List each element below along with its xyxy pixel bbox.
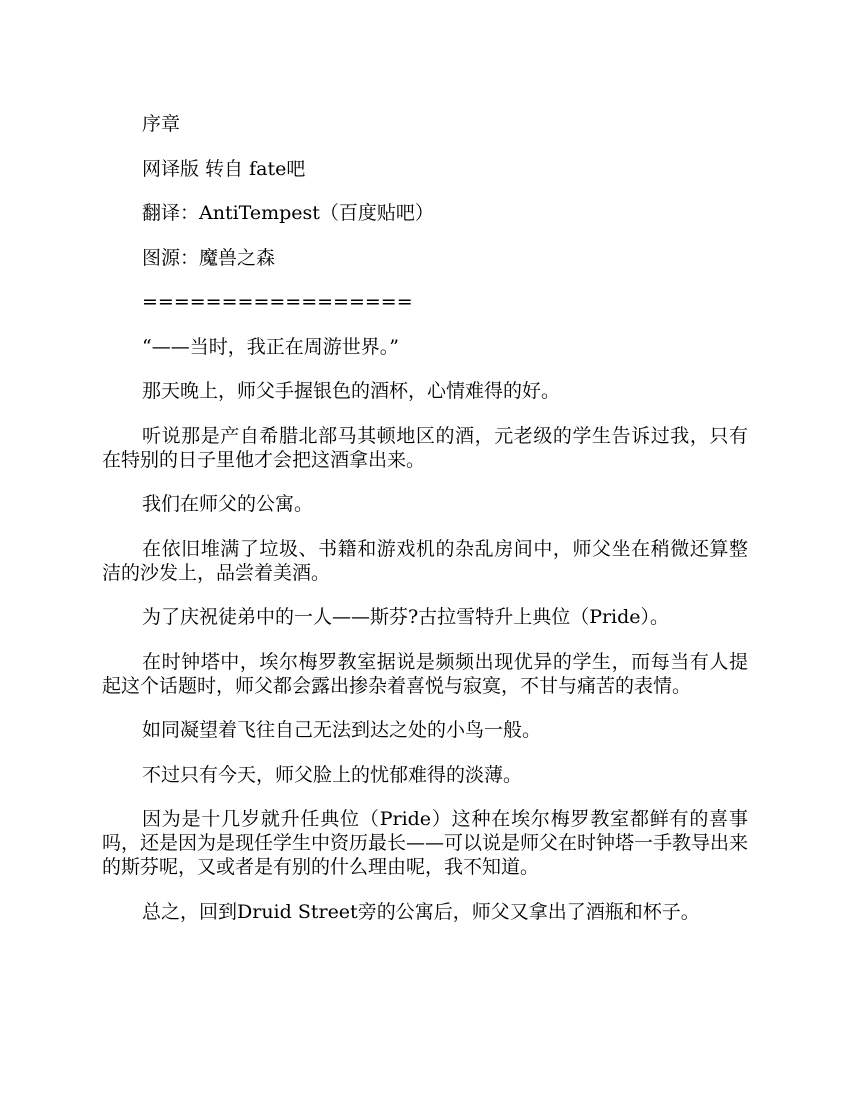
image-source-credit: 图源：魔兽之森: [142, 246, 276, 269]
paragraph: 不过只有今天，师父脸上的忧郁难得的淡薄。: [142, 763, 523, 786]
paragraph: “——当时，我正在周游世界。”: [142, 335, 399, 358]
paragraph: 在依旧堆满了垃圾、书籍和游戏机的杂乱房间中，师父坐在稍微还算整洁的沙发上，品尝着美酒。: [102, 537, 748, 584]
paragraph: 听说那是产自希腊北部马其顿地区的酒，元老级的学生告诉过我，只有在特别的日子里他才会把这酒拿出来。: [102, 424, 748, 471]
paragraph: 我们在师父的公寓。: [142, 493, 314, 515]
paragraph: 总之，回到Druid Street旁的公寓后，师父又拿出了酒瓶和杯子。: [142, 900, 700, 923]
document-page: [102, 112, 748, 944]
translator-credit: 翻译：AntiTempest（百度贴吧）: [142, 202, 434, 224]
source-note: 网译版 转自 fate吧: [142, 157, 306, 180]
paragraph: 为了庆祝徒弟中的一人——斯芬?古拉雪特升上典位（Pride）。: [142, 606, 670, 628]
chapter-title: 序章: [142, 113, 181, 135]
paragraph: 因为是十几岁就升任典位（Pride）这种在埃尔梅罗教室都鲜有的喜事吗，还是因为是现任学生中资历最长——可以说是师父在时钟塔一手教导出来的斯芬呢，又或者是有别的什么理由呢，我不知道。: [102, 808, 749, 878]
paragraph: 如同凝望着飞往自己无法到达之处的小鸟一般。: [142, 719, 542, 741]
paragraph: 那天晚上，师父手握银色的酒杯，心情难得的好。: [142, 380, 561, 402]
separator-line: =================: [142, 291, 413, 313]
paragraph: 在时钟塔中，埃尔梅罗教室据说是频频出现优异的学生，而每当有人提起这个话题时，师父都会露出掺杂着喜悦与寂寞，不甘与痛苦的表情。: [102, 650, 748, 697]
